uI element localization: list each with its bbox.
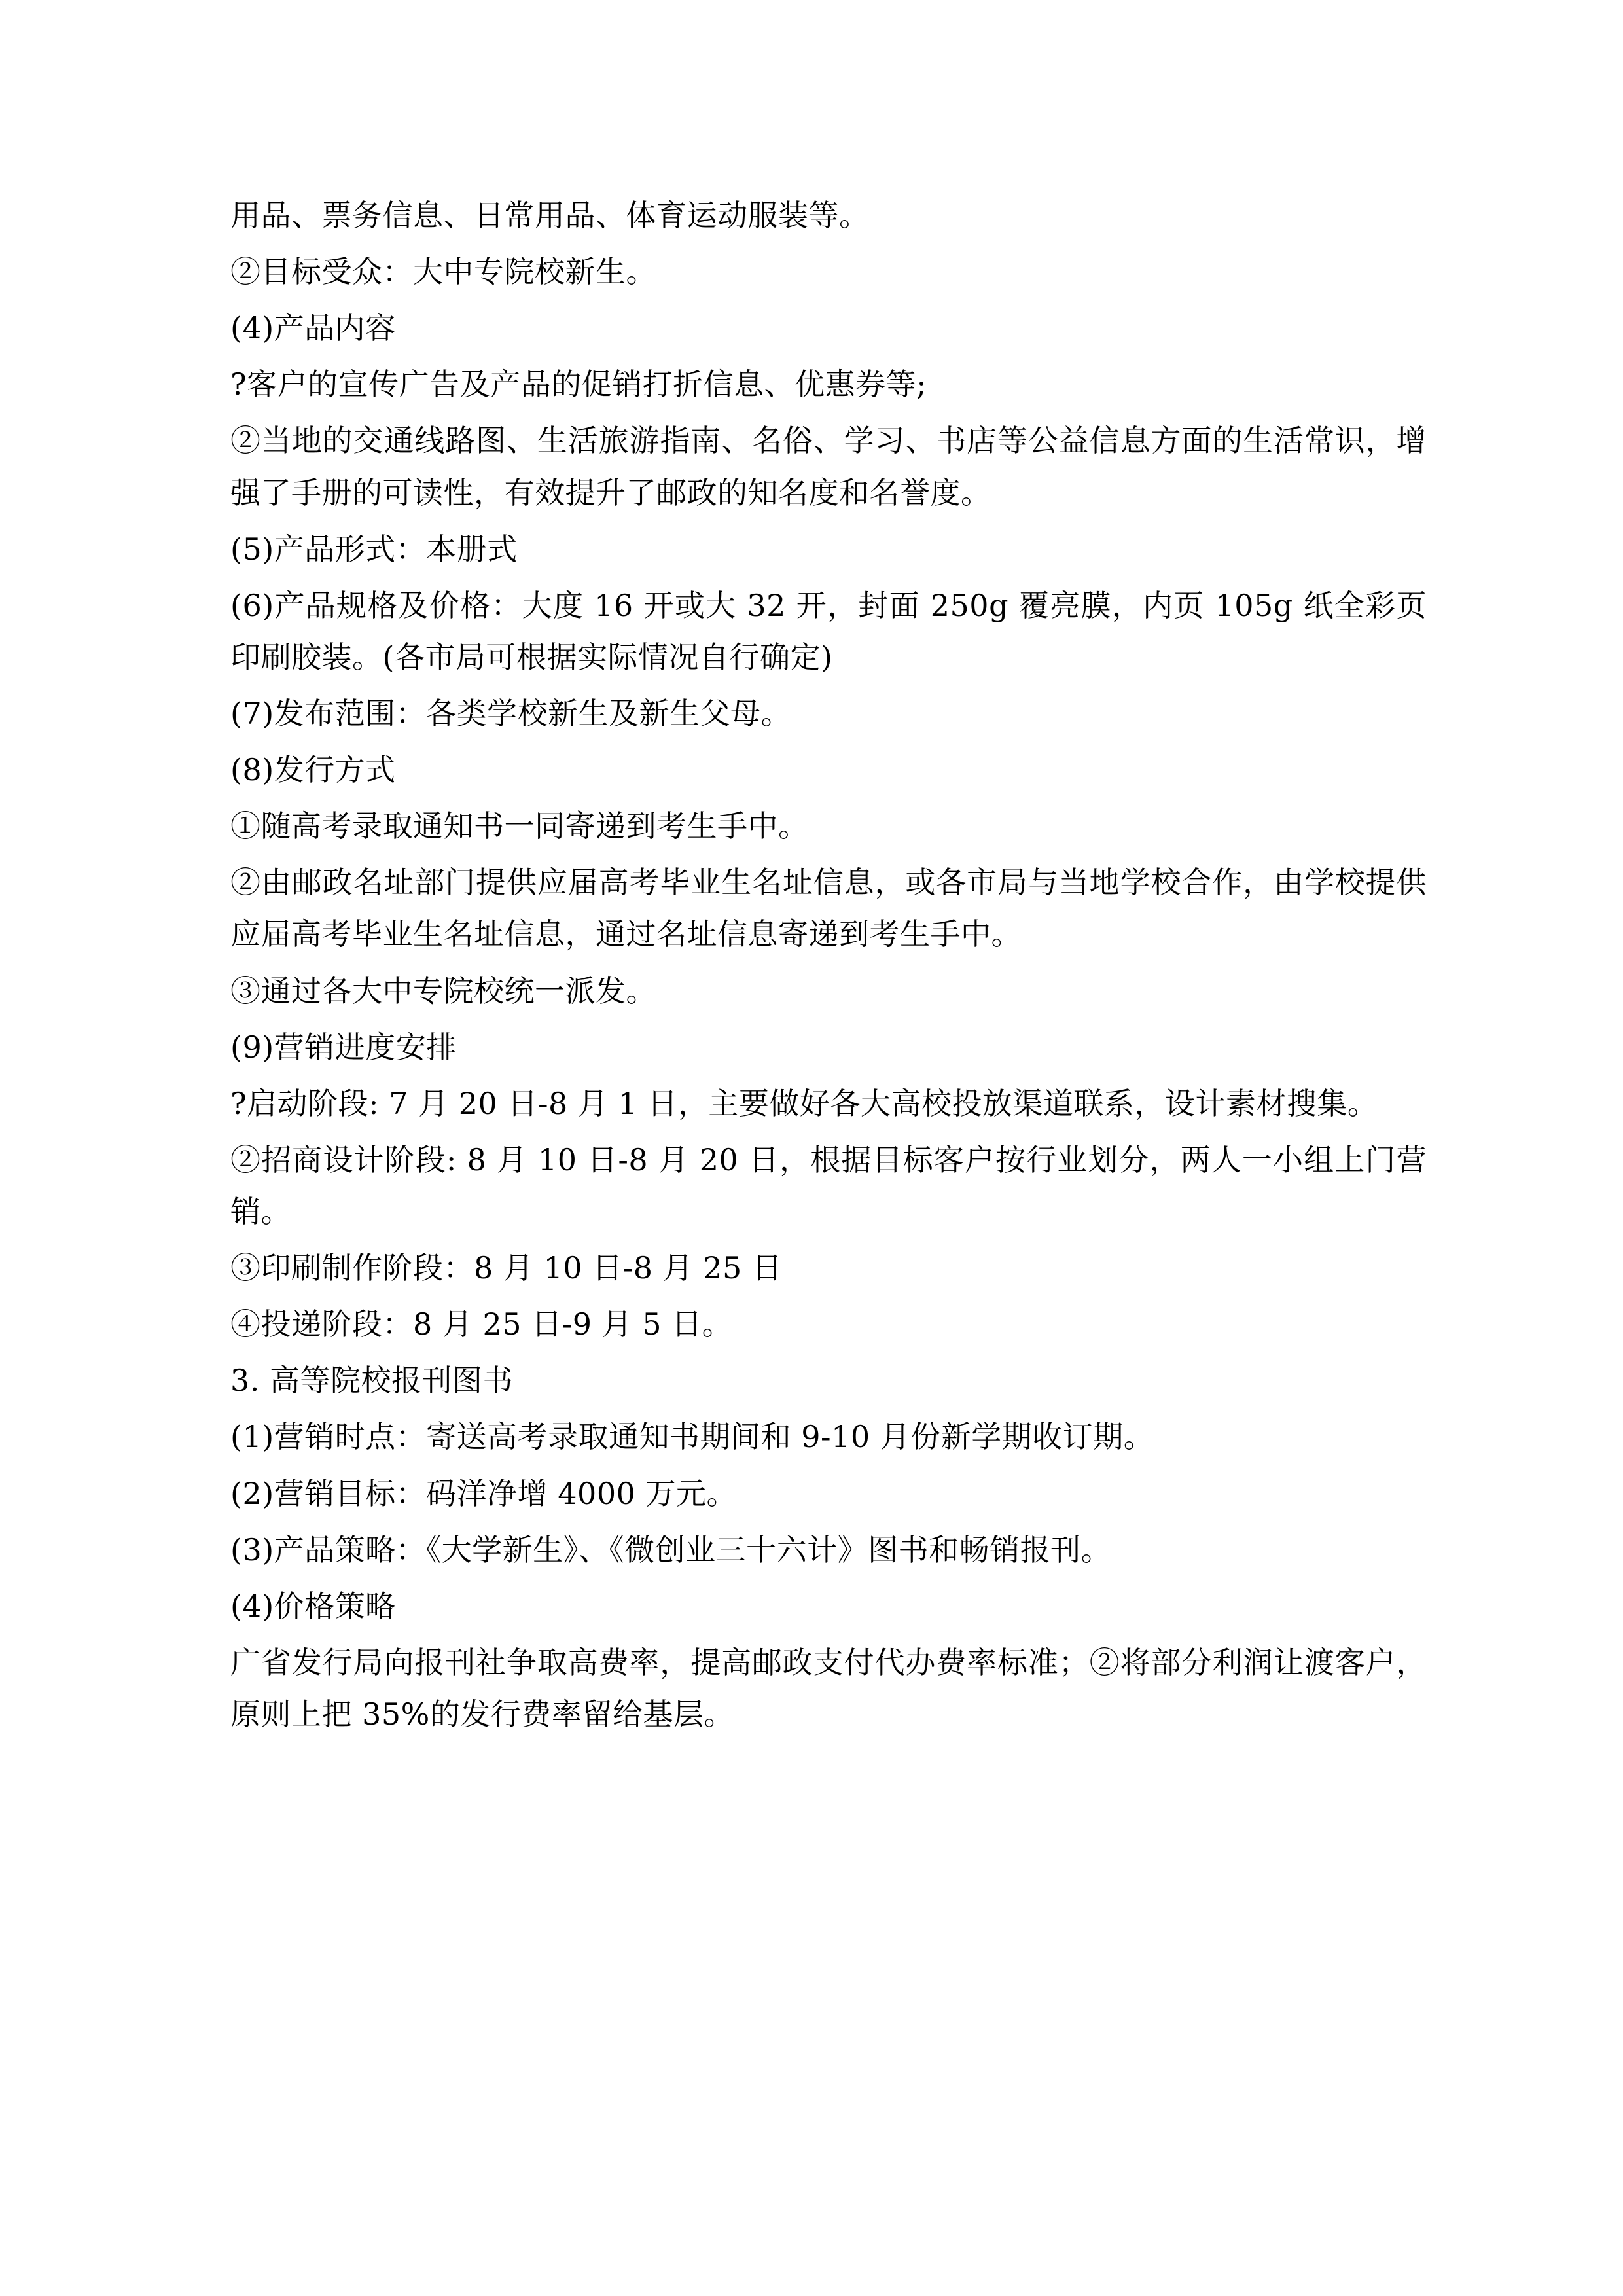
paragraph: (7)发布范围：各类学校新生及新生父母。 (230, 695, 792, 731)
paragraph: ?客户的宣传广告及产品的促销打折信息、优惠券等; (230, 367, 927, 403)
paragraph: ③通过各大中专院校统一派发。 (230, 973, 656, 1009)
paragraph: (5)产品形式：本册式 (230, 531, 518, 567)
paragraph: 用品、票务信息、日常用品、体育运动服装等。 (230, 198, 870, 233)
paragraph: (4)产品内容 (230, 310, 396, 346)
paragraph: 3. 高等院校报刊图书 (230, 1363, 514, 1399)
paragraph: ①随高考录取通知书一同寄递到考生手中。 (230, 808, 809, 844)
paragraph: (6)产品规格及价格：大度 16 开或大 32 开，封面 250g 覆亮膜，内页 105g 纸全彩页印刷胶装。(各市局可根据实际情况自行确定) (230, 587, 1427, 675)
paragraph: (8)发行方式 (230, 752, 396, 788)
paragraph: (1)营销时点：寄送高考录取通知书期间和 9-10 月份新学期收订期。 (230, 1419, 1154, 1455)
paragraph: (2)营销目标：码洋净增 4000 万元。 (230, 1475, 737, 1511)
paragraph: ?启动阶段: 7 月 20 日-8 月 1 日，主要做好各大高校投放渠道联系，设计素材搜集。 (230, 1085, 1378, 1121)
paragraph: ④投递阶段：8 月 25 日-9 月 5 日。 (230, 1306, 733, 1342)
paragraph: (4)价格策略 (230, 1588, 396, 1624)
paragraph: (9)营销进度安排 (230, 1029, 457, 1065)
paragraph: ②目标受众：大中专院校新生。 (230, 254, 656, 290)
paragraph: ②当地的交通线路图、生活旅游指南、名俗、学习、书店等公益信息方面的生活常识，增强了手册的可读性，有效提升了邮政的知名度和名誉度。 (230, 423, 1427, 511)
paragraph: ②由邮政名址部门提供应届高考毕业生名址信息，或各市局与当地学校合作，由学校提供应届高考毕业生名址信息，通过名址信息寄递到考生手中。 (230, 865, 1427, 952)
paragraph: (3)产品策略：《大学新生》、《微创业三十六计》图书和畅销报刊。 (230, 1532, 1112, 1568)
paragraph: 广省发行局向报刊社争取高费率，提高邮政支付代办费率标准；②将部分利润让渡客户，原则上把 35%的发行费率留给基层。 (230, 1644, 1427, 1732)
paragraph: ②招商设计阶段: 8 月 10 日-8 月 20 日，根据目标客户按行业划分，两人一小组上门营销。 (230, 1141, 1427, 1229)
document-body (230, 190, 1427, 1740)
paragraph: ③印刷制作阶段：8 月 10 日-8 月 25 日 (230, 1250, 783, 1286)
